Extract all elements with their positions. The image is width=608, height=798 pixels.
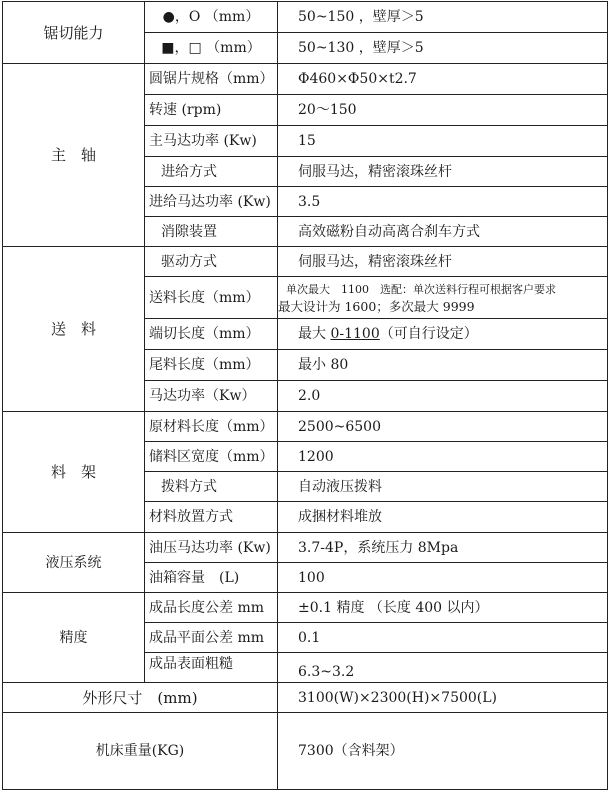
feed-length-line1: 单次最大 1100 选配：单次送料行程可根据客户要求	[286, 282, 556, 296]
param-end-cut-length: 端切长度（mm）	[145, 319, 278, 350]
param-storage-width: 储料区宽度（mm）	[145, 442, 278, 472]
param-kick-method: 拨料方式	[145, 472, 278, 502]
param-main-motor-power: 主马达功率 (Kw)	[145, 126, 278, 157]
param-oil-motor-power: 油压马达功率 (Kw)	[145, 533, 278, 563]
weight-value: 7300（含料架）	[278, 713, 608, 790]
param-feed-motor: 马达功率（Kw）	[145, 381, 278, 412]
table-row	[3, 64, 608, 95]
value-oil-motor-power: 3.7-4P，系统压力 8Mpa	[278, 533, 608, 563]
category-feeding: 送 料	[3, 247, 145, 412]
value-main-motor-power: 15	[278, 126, 608, 157]
table-row	[3, 533, 608, 563]
param-tank-capacity: 油箱容量 (L)	[145, 563, 278, 593]
table-row	[3, 683, 608, 713]
value-feed-motor: 2.0	[278, 381, 608, 412]
category-spindle: 主 轴	[3, 64, 145, 247]
table-row	[3, 412, 608, 442]
value-tank-capacity: 100	[278, 563, 608, 593]
category-precision: 精度	[3, 593, 145, 683]
value-feed-length	[278, 277, 608, 319]
dimensions-value: 3100(W)×2300(H)×7500(L)	[278, 683, 608, 713]
value-surface-roughness: 6.3~3.2	[278, 653, 608, 683]
param-flatness-tolerance: 成品平面公差 mm	[145, 623, 278, 653]
param-speed: 转速 (rpm)	[145, 95, 278, 126]
table-row	[3, 713, 608, 790]
dimensions-label: 外形尺寸 (mm)	[3, 683, 278, 713]
param-feed-motor-power: 进给马达功率 (Kw)	[145, 187, 278, 217]
param-round-tube: ●，O （mm）	[145, 2, 278, 33]
param-blade-spec: 圆锯片规格（mm）	[145, 64, 278, 95]
param-feed-method: 进给方式	[145, 157, 278, 187]
weight-label: 机床重量(KG)	[3, 713, 278, 790]
value-feed-motor-power: 3.5	[278, 187, 608, 217]
end-cut-range: 0-1100	[330, 326, 380, 342]
value-blade-spec: Φ460×Φ50×t2.7	[278, 64, 608, 95]
param-surface-roughness: 成品表面粗糙	[145, 653, 278, 683]
table-row	[3, 247, 608, 277]
param-square-tube: ■，□ （mm）	[145, 33, 278, 64]
value-raw-length: 2500~6500	[278, 412, 608, 442]
value-material-placement: 成捆材料堆放	[278, 502, 608, 533]
value-end-cut-length	[278, 319, 608, 350]
end-cut-suffix: （可自行设定）	[379, 326, 478, 342]
param-raw-length: 原材料长度（mm）	[145, 412, 278, 442]
end-cut-prefix: 最大	[298, 326, 331, 342]
value-storage-width: 1200	[278, 442, 608, 472]
category-saw-capacity: 锯切能力	[3, 2, 145, 64]
table-row	[3, 593, 608, 623]
category-hydraulic: 液压系统	[3, 533, 145, 593]
spec-table	[2, 1, 608, 790]
value-kick-method: 自动液压拨料	[278, 472, 608, 502]
param-drive-method: 驱动方式	[145, 247, 278, 277]
param-length-tolerance: 成品长度公差 mm	[145, 593, 278, 623]
value-flatness-tolerance: 0.1	[278, 623, 608, 653]
param-material-placement: 材料放置方式	[145, 502, 278, 533]
table-row	[3, 2, 608, 33]
value-square-tube: 50~130 ，壁厚＞5	[278, 33, 608, 64]
value-feed-method: 伺服马达，精密滚珠丝杆	[278, 157, 608, 187]
feed-length-line2: 最大设计为 1600；多次最大 9999	[278, 298, 475, 314]
value-speed: 20～150	[278, 95, 608, 126]
value-drive-method: 伺服马达，精密滚珠丝杆	[278, 247, 608, 277]
value-round-tube: 50~150 ，壁厚＞5	[278, 2, 608, 33]
value-length-tolerance: ±0.1 精度 （长度 400 以内）	[278, 593, 608, 623]
param-backlash-device: 消隙装置	[145, 217, 278, 247]
param-tail-length: 尾料长度（mm）	[145, 350, 278, 381]
value-backlash-device: 高效磁粉自动高离合刹车方式	[278, 217, 608, 247]
value-tail-length: 最小 80	[278, 350, 608, 381]
category-rack: 料 架	[3, 412, 145, 533]
param-feed-length: 送料长度（mm）	[145, 277, 278, 319]
